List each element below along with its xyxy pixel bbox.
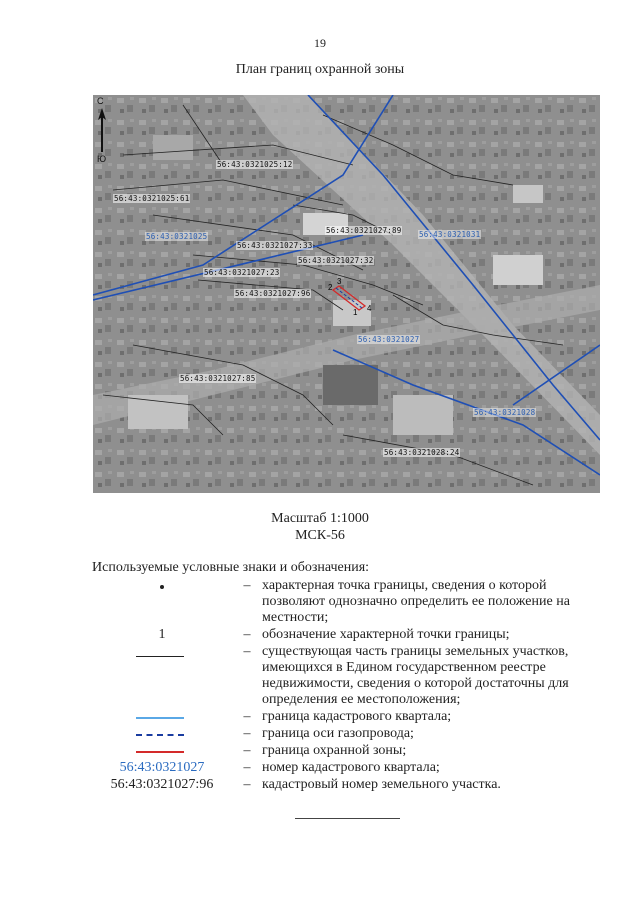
parcel-label: 56:43:0321027:89 <box>326 226 402 235</box>
parcel-label: 56:43:0321025:12 <box>217 160 293 169</box>
legend-symbol: 1 <box>158 627 166 642</box>
legend-symbol <box>92 743 232 759</box>
legend-row <box>92 760 602 776</box>
boundary-point-label: 2 <box>328 283 333 292</box>
quarter-label: 56:43:0321028 <box>474 408 536 417</box>
parcel-label: 56:43:0321027:33 <box>237 241 313 250</box>
boundary-point-label: 4 <box>367 304 372 313</box>
north-arrow-icon <box>95 96 109 166</box>
legend-text: номер кадастрового квартала; <box>262 760 440 775</box>
legend-text: существующая часть границы земельных участков, имеющихся в Едином государственном реестре недвижимости, сведения о которой достаточны для определения ее местоположения; <box>262 644 569 707</box>
parcel-label: 56:43:0321027:32 <box>298 256 374 265</box>
legend-text: обозначение характерной точки границы; <box>262 627 510 642</box>
north-label: С <box>97 96 104 106</box>
legend-row <box>92 726 602 742</box>
legend-dash: – <box>243 627 251 642</box>
quarter-label: 56:43:0321025 <box>146 232 208 241</box>
legend-text: характерная точка границы, сведения о которой позволяют однозначно определить ее положение на местности; <box>262 578 570 625</box>
quarter-label: 56:43:0321031 <box>419 230 481 239</box>
legend-dash: – <box>243 644 251 659</box>
parcel-line-icon <box>136 656 184 657</box>
end-separator <box>295 818 400 819</box>
legend-symbol <box>92 726 232 742</box>
legend-symbol: 56:43:0321027 <box>119 760 205 775</box>
parcel-label: 56:43:0321027:85 <box>180 374 256 383</box>
cadastral-map <box>93 95 600 493</box>
legend-dash: – <box>243 726 251 741</box>
legend <box>92 578 602 794</box>
legend-row <box>92 709 602 725</box>
scale-text: Масштаб 1:1000 <box>271 511 369 526</box>
legend-dash: – <box>243 578 251 593</box>
point-dot-icon <box>160 585 164 589</box>
parcel-label: 56:43:0321027:96 <box>235 289 311 298</box>
legend-text: граница кадастрового квартала; <box>262 709 452 724</box>
legend-symbol <box>92 709 232 725</box>
parcel-label: 56:43:0321027:23 <box>204 268 280 277</box>
legend-row <box>92 578 602 626</box>
legend-title: Используемые условные знаки и обозначения: <box>92 560 370 575</box>
crs-text: МСК-56 <box>295 528 345 543</box>
legend-symbol: 56:43:0321027:96 <box>110 777 214 792</box>
legend-text: граница оси газопровода; <box>262 726 414 741</box>
boundary-point-label: 3 <box>337 277 342 286</box>
legend-text: кадастровый номер земельного участка. <box>262 777 501 792</box>
quarter-label: 56:43:0321027 <box>358 335 420 344</box>
legend-dash: – <box>243 709 251 724</box>
page-number: 19 <box>314 36 326 50</box>
legend-dash: – <box>243 777 251 792</box>
south-label: Ю <box>97 154 107 164</box>
legend-row <box>92 777 602 793</box>
protection-zone-line-icon <box>136 751 184 753</box>
page-title: План границ охранной зоны <box>235 62 405 77</box>
legend-symbol <box>92 644 232 708</box>
scale-block <box>0 510 640 544</box>
parcel-label: 56:43:0321028:24 <box>384 448 460 457</box>
map-graphics <box>93 95 600 493</box>
legend-symbol <box>92 578 232 626</box>
legend-row <box>92 644 602 708</box>
gas-axis-line-icon <box>136 734 184 736</box>
quarter-boundary-line-icon <box>136 717 184 719</box>
legend-dash: – <box>243 743 251 758</box>
legend-row <box>92 627 602 643</box>
legend-dash: – <box>243 760 251 775</box>
parcel-label: 56:43:0321025:61 <box>114 194 190 203</box>
legend-text: граница охранной зоны; <box>262 743 407 758</box>
boundary-point-label: 1 <box>353 308 358 317</box>
legend-row <box>92 743 602 759</box>
